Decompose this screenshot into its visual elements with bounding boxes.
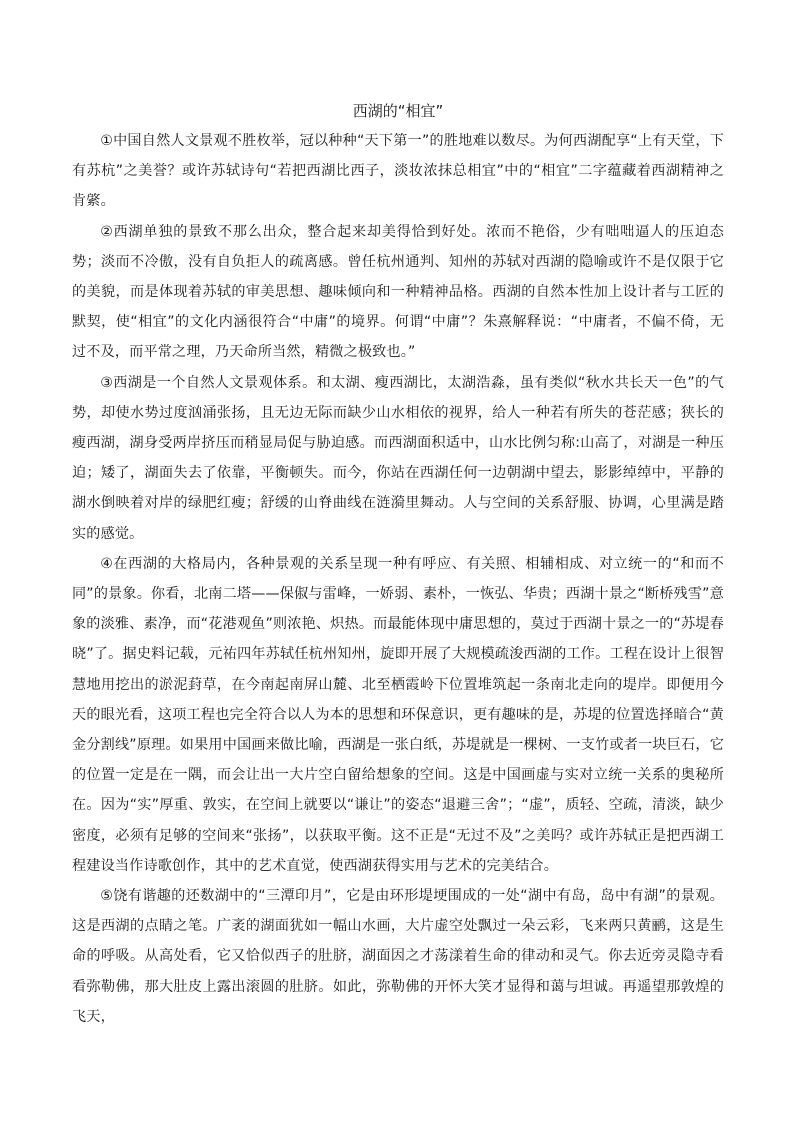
paragraph-3: ③西湖是一个自然人文景观体系。和太湖、瘦西湖比，太湖浩淼，虽有类似“秋水共长天一色”的气势，却使水势过度汹涌张扬，且无边无际而缺少山水相依的视界，给人一种若有所失的苍茫感；狭长的瘦西湖，湖身受两岸挤压而稍显局促与胁迫感。而西湖面积适中，山水比例匀称:山高了，对湖是一种压迫；矮了，湖面失去了依靠，平衡顿失。而今，你站在西湖任何一边朝湖中望去，影影绰绰中，平静的湖水倒映着对岸的绿肥红瘦；舒缓的山脊曲线在涟漪里舞动。人与空间的关系舒服、协调，心里满是踏实的感觉。 [72, 374, 724, 542]
paragraph-4: ④在西湖的大格局内，各种景观的关系呈现一种有呼应、有关照、相辅相成、对立统一的“和而不同”的景象。你看，北南二塔——保俶与雷峰，一娇弱、素朴，一恢弘、华贵；西湖十景之“断桥残雪”意象的淡雅、素净，而“花港观鱼”则浓艳、炽热。而最能体现中庸思想的，莫过于西湖十景之一的“苏堤春晓”了。据史料记载，元祐四年苏轼任杭州知州，旋即开展了大规模疏浚西湖的工作。工程在设计上很智慧地用挖出的淤泥葑草，在今南起南屏山麓、北至栖霞岭下位置堆筑起一条南北走向的堤岸。即便用今天的眼光看，这项工程也完全符合以人为本的思想和环保意识，更有趣味的是，苏堤的位置选择暗合“黄金分割线”原理。如果用中国画来做比喻，西湖是一张白纸，苏堤就是一棵树、一支竹或者一块巨石，它的位置一定是在一隅，而会让出一大片空白留给想象的空间。这是中国画虚与实对立统一关系的奥秘所在。因为“实”厚重、敦实，在空间上就要以“谦让”的姿态“退避三舍”；“虚”，质轻、空疏，清淡，缺少密度，必须有足够的空间来“张扬”，以获取平衡。这不正是“无过不及”之美吗？或许苏轼正是把西湖工程建设当作诗歌创作，其中的艺术直觉，使西湖获得实用与艺术的完美结合。 [72, 555, 724, 874]
document-page [72, 96, 724, 1032]
paragraph-2: ②西湖单独的景致不那么出众，整合起来却美得恰到好处。浓而不艳俗，少有咄咄逼人的压迫态势；淡而不冷傲，没有自负拒人的疏离感。曾任杭州通判、知州的苏轼对西湖的隐喻或许不是仅限于它的美貌，而是体现着苏轼的审美思想、趣味倾向和一种精神品格。西湖的自然本性加上设计者与工匠的默契，使“相宜”的文化内涵很符合“中庸”的境界。何谓“中庸”？朱熹解释说：“中庸者，不偏不倚，无过不及，而平常之理，乃天命所当然，精微之极致也。” [72, 223, 724, 361]
paragraph-1: ①中国自然人文景观不胜枚举，冠以种种“天下第一”的胜地难以数尽。为何西湖配享“上有天堂，下有苏杭”之美誉？或许苏轼诗句“若把西湖比西子，淡妆浓抹总相宜”中的“相宜”二字蕴藏着西湖精神之肯綮。 [72, 133, 724, 210]
article-title: 西湖的“相宜” [352, 102, 444, 120]
paragraph-5: ⑤饶有谐趣的还数湖中的“三潭印月”，它是由环形堤埂围成的一处“湖中有岛，岛中有湖”的景观。这是西湖的点睛之笔。广袤的湖面犹如一幅山水画，大片虚空处飘过一朵云彩，飞来两只黄鹂，这是生命的呼吸。从高处看，它又恰似西子的肚脐，湖面因之才荡漾着生命的律动和灵气。你去近旁灵隐寺看看弥勒佛，那大肚皮上露出滚圆的肚脐。如此，弥勒佛的开怀大笑才显得和蔼与坦诚。再遥望那敦煌的飞天， [72, 888, 724, 1025]
